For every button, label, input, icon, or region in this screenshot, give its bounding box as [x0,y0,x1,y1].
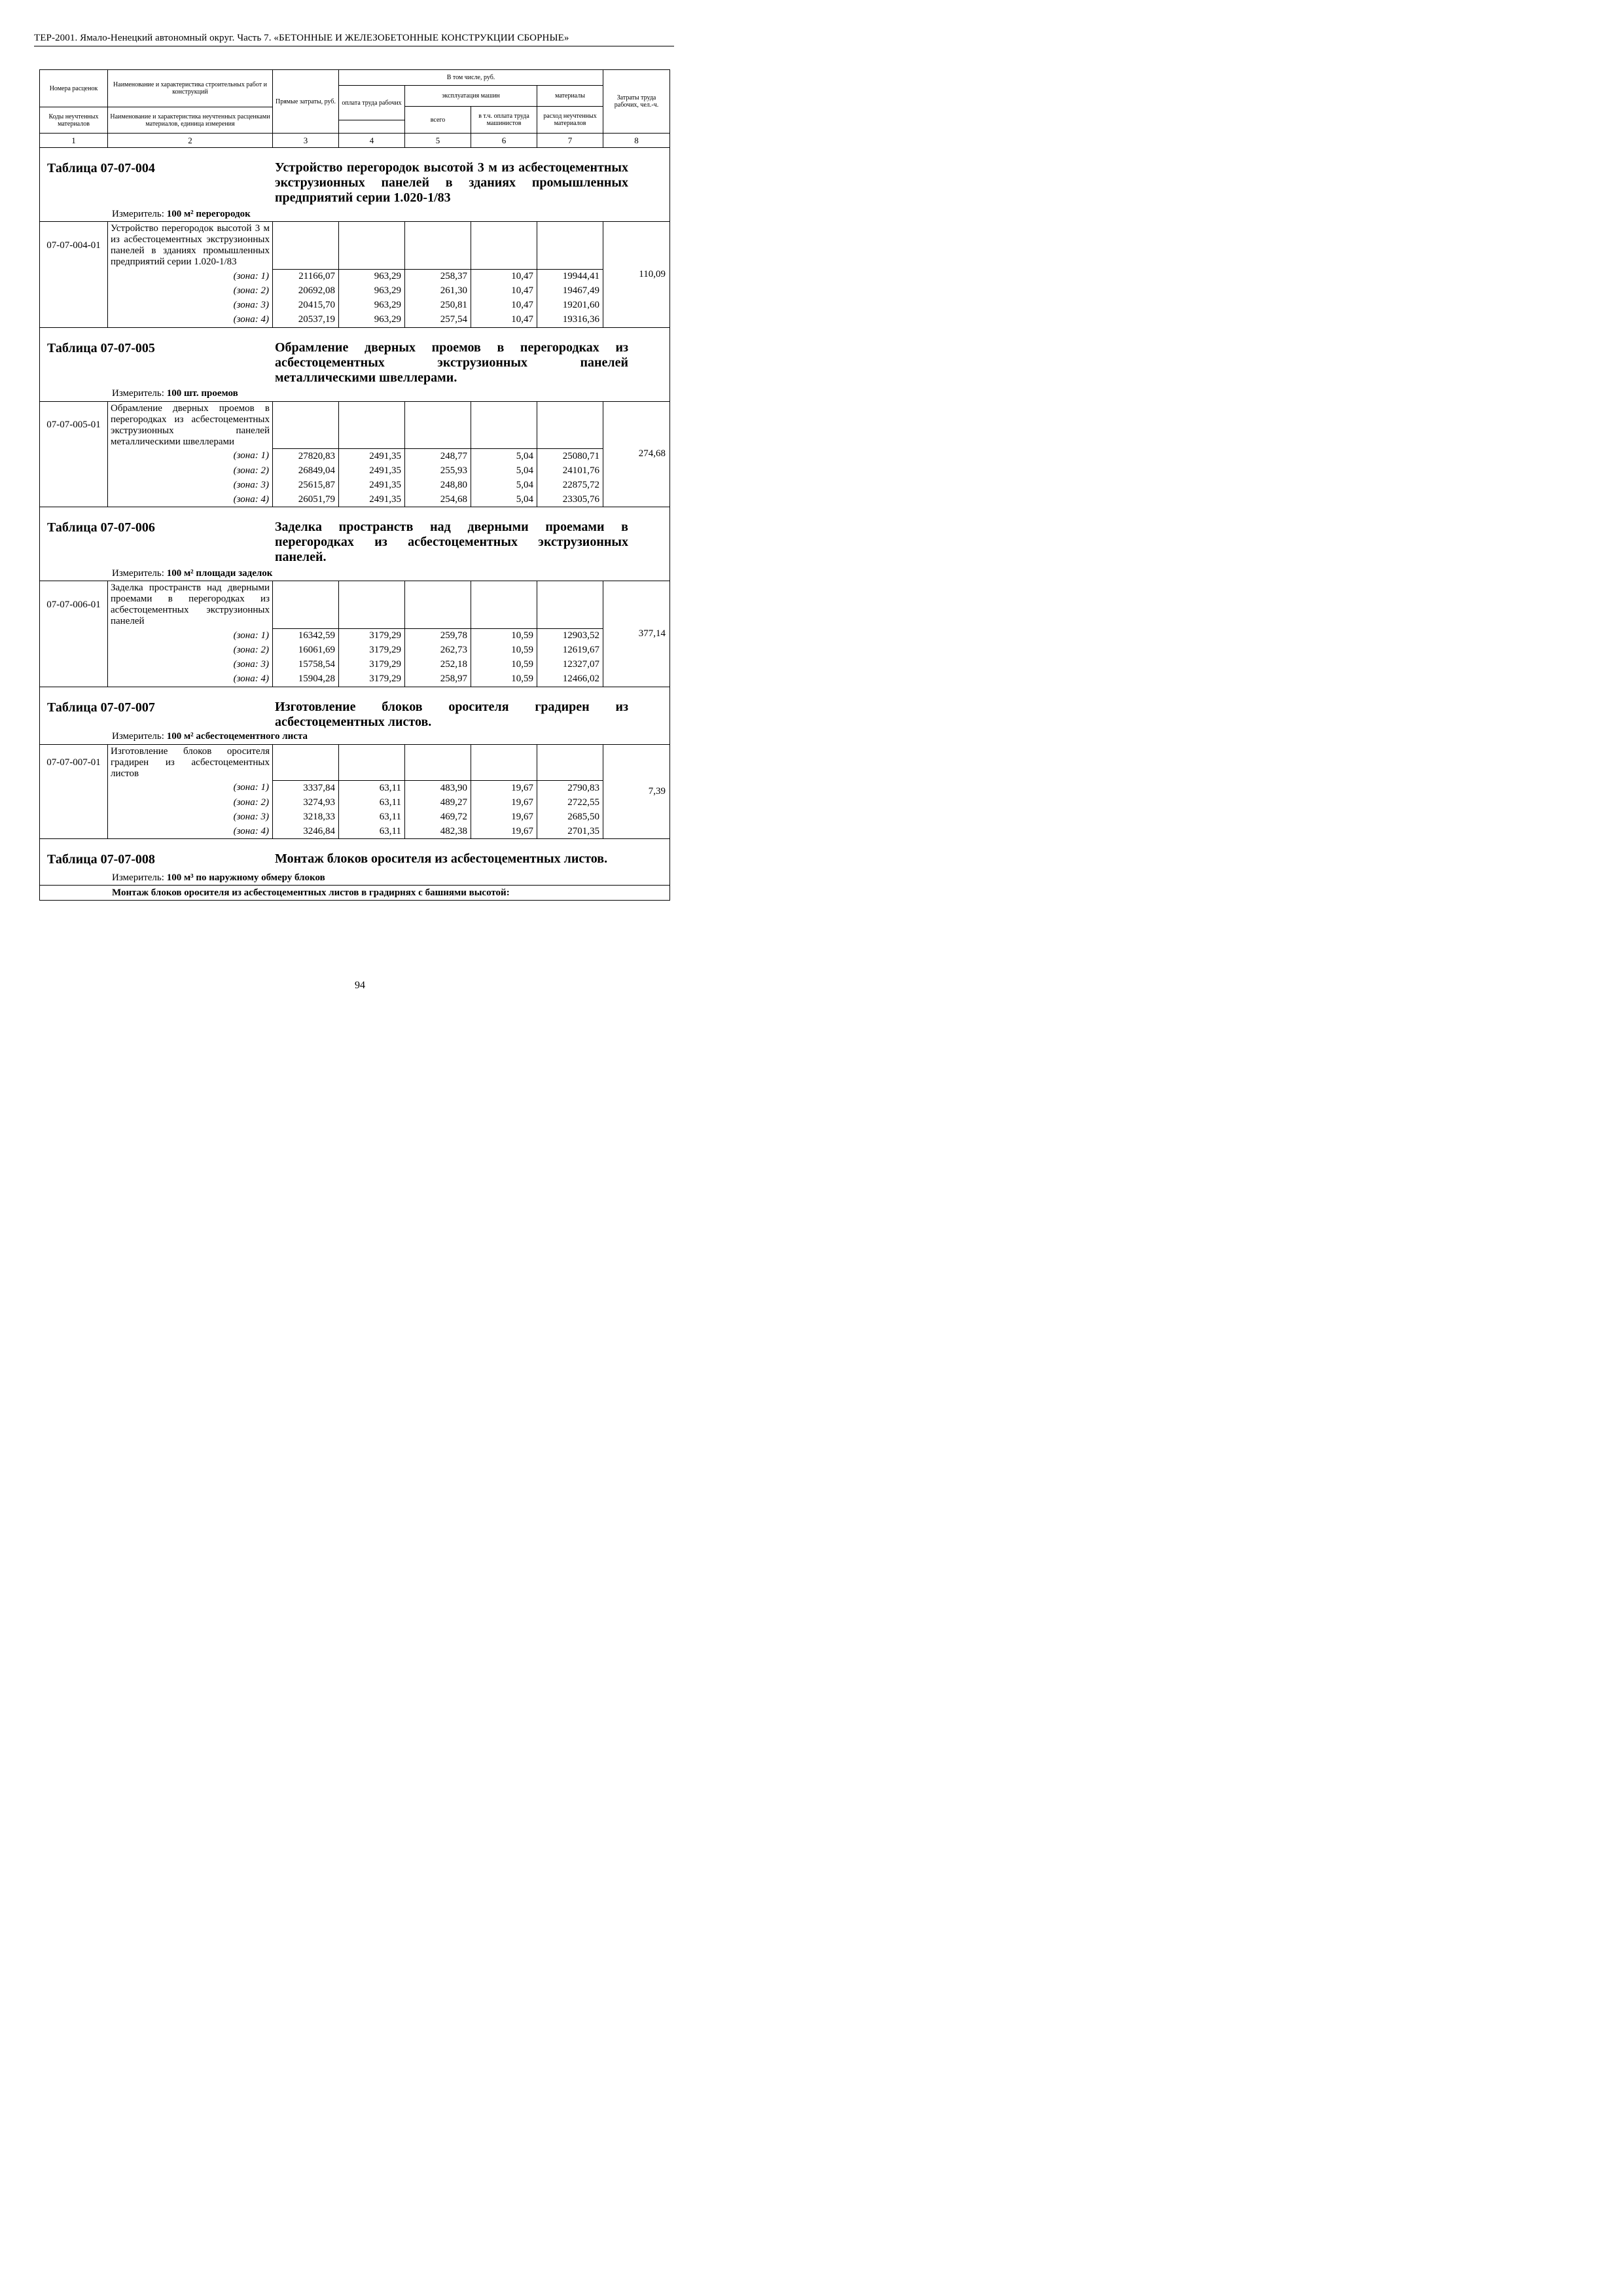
direct-costs-value: 20692,08 [273,284,339,298]
empty-cell [40,672,108,687]
zone-label: (зона: 4) [108,492,273,507]
zone-label: (зона: 2) [108,643,273,658]
machinist-wage-value: 5,04 [471,478,537,492]
direct-costs-value: 15758,54 [273,658,339,672]
materials-value: 2790,83 [537,781,603,796]
machines-total-value: 255,93 [405,463,471,478]
measurement-value: 100 шт. проемов [166,388,238,399]
empty-cell [471,744,537,781]
rate-code: 07-07-005-01 [40,401,108,449]
workers-wage-value: 2491,35 [339,449,405,464]
labor-cost: 377,14 [603,581,670,687]
work-description: Заделка пространств над дверными проемами в перегородках из асбестоцементных экструзионных панелей [108,581,273,629]
zone-row [40,824,670,839]
machines-total-value: 261,30 [405,284,471,298]
zone-label: (зона: 2) [108,795,273,810]
table-number: Таблица 07-07-008 [47,852,155,867]
table-number: Таблица 07-07-004 [47,161,155,175]
workers-wage-value: 3179,29 [339,628,405,643]
machines-total-value: 483,90 [405,781,471,796]
machines-total-value: 252,18 [405,658,471,672]
empty-cell [537,222,603,270]
zone-label: (зона: 1) [108,628,273,643]
materials-value: 19944,41 [537,269,603,284]
col2-bottom-header: Наименование и характеристика неучтенных расценками материалов, единица измерения [108,107,273,134]
machines-total-value: 258,37 [405,269,471,284]
machinist-wage-value: 19,67 [471,824,537,839]
page-number: 94 [355,980,365,991]
table-section-heading [40,507,670,567]
empty-cell [40,824,108,839]
direct-costs-header: Прямые затраты, руб. [273,70,339,134]
direct-costs-value: 3274,93 [273,795,339,810]
col2-top-header: Наименование и характеристика строительных работ и конструкций [108,70,273,107]
workers-wage-value: 2491,35 [339,492,405,507]
zone-row [40,643,670,658]
workers-wage-value: 3179,29 [339,643,405,658]
column-number: 6 [471,134,537,148]
machinist-wage-value: 10,47 [471,284,537,298]
empty-cell [40,313,108,328]
including-header: В том числе, руб. [339,70,603,86]
zone-label: (зона: 2) [108,463,273,478]
measurement-unit [40,387,670,402]
machinist-wage-value: 19,67 [471,781,537,796]
table-row [40,744,670,781]
empty-cell [537,581,603,629]
empty-cell [40,298,108,313]
direct-costs-value: 16061,69 [273,643,339,658]
empty-cell [405,401,471,449]
materials-value: 25080,71 [537,449,603,464]
empty-cell [40,478,108,492]
materials-value: 2685,50 [537,810,603,824]
rate-code: 07-07-006-01 [40,581,108,629]
machinist-wage-value: 10,59 [471,643,537,658]
zone-label: (зона: 3) [108,810,273,824]
machinist-wage-value: 10,59 [471,628,537,643]
zone-label: (зона: 4) [108,313,273,328]
empty-cell [471,581,537,629]
machinist-wage-value: 5,04 [471,492,537,507]
workers-wage-value: 963,29 [339,298,405,313]
machines-total-value: 257,54 [405,313,471,328]
direct-costs-value: 16342,59 [273,628,339,643]
empty-cell [339,744,405,781]
empty-cell [339,401,405,449]
materials-value: 22875,72 [537,478,603,492]
empty-cell [40,449,108,464]
materials-value: 12903,52 [537,628,603,643]
materials-value: 12619,67 [537,643,603,658]
workers-wage-value: 2491,35 [339,478,405,492]
workers-wage-header: оплата труда рабочих [339,86,405,120]
empty-cell [40,795,108,810]
machinist-wage-header: в т.ч. оплата труда машинистов [471,107,537,134]
zone-row [40,810,670,824]
labor-cost: 110,09 [603,222,670,328]
machinist-wage-value: 10,59 [471,658,537,672]
measurement-label: Измеритель: [112,567,167,579]
machines-total-value: 248,80 [405,478,471,492]
direct-costs-value: 27820,83 [273,449,339,464]
column-number: 4 [339,134,405,148]
table-row [40,401,670,449]
empty-cell [40,643,108,658]
direct-costs-value: 3246,84 [273,824,339,839]
direct-costs-value: 20537,19 [273,313,339,328]
measurement-label: Измеритель: [112,388,167,399]
measurement-unit [40,870,670,886]
table-number: Таблица 07-07-006 [47,520,155,535]
table-title: Монтаж блоков оросителя из асбестоцементных листов. [275,852,608,866]
empty-cell [273,581,339,629]
empty-cell [537,401,603,449]
workers-wage-value: 3179,29 [339,658,405,672]
zone-row [40,284,670,298]
empty-cell [40,463,108,478]
machinist-wage-value: 19,67 [471,810,537,824]
machines-total-value: 469,72 [405,810,471,824]
zone-row [40,298,670,313]
zone-row [40,313,670,328]
materials-value: 12466,02 [537,672,603,687]
empty-cell [40,628,108,643]
labor-costs-header: Затраты труда рабочих, чел.-ч. [603,70,670,134]
materials-value: 19201,60 [537,298,603,313]
measurement-value: 100 м³ по наружному обмеру блоков [166,872,325,883]
zone-label: (зона: 2) [108,284,273,298]
machines-total-value: 248,77 [405,449,471,464]
machines-total-value: 489,27 [405,795,471,810]
table-section-heading [40,327,670,387]
materials-value: 24101,76 [537,463,603,478]
table-number: Таблица 07-07-007 [47,700,155,715]
zone-label: (зона: 1) [108,781,273,796]
workers-wage-value: 963,29 [339,284,405,298]
direct-costs-value: 26051,79 [273,492,339,507]
zone-row [40,492,670,507]
materials-value: 12327,07 [537,658,603,672]
measurement-unit [40,566,670,581]
materials-value: 2701,35 [537,824,603,839]
zone-label: (зона: 1) [108,269,273,284]
machinist-wage-value: 5,04 [471,463,537,478]
materials-value: 19467,49 [537,284,603,298]
col1-top-header: Номера расценок [40,70,108,107]
zone-row [40,269,670,284]
table-section-heading [40,148,670,207]
table-number: Таблица 07-07-005 [47,340,155,355]
labor-cost: 274,68 [603,401,670,507]
direct-costs-value: 3337,84 [273,781,339,796]
workers-wage-value: 63,11 [339,824,405,839]
table-section-heading [40,839,670,871]
machinist-wage-value: 10,59 [471,672,537,687]
column-number: 8 [603,134,670,148]
empty-cell [339,581,405,629]
direct-costs-value: 21166,07 [273,269,339,284]
rate-code: 07-07-004-01 [40,222,108,270]
column-number: 1 [40,134,108,148]
measurement-label: Измеритель: [112,731,167,742]
work-description: Изготовление блоков оросителя градирен из асбестоцементных листов [108,744,273,781]
zone-row [40,781,670,796]
table-title: Устройство перегородок высотой 3 м из асбестоцементных экструзионных панелей в зданиях промышленных предприятий серии 1.020-1/83 [275,160,628,205]
unaccounted-materials-header: расход неучтенных материалов [537,107,603,134]
measurement-label: Измеритель: [112,208,167,219]
labor-cost: 7,39 [603,744,670,839]
col1-bottom-header: Коды неучтенных материалов [40,107,108,134]
empty-cell [273,744,339,781]
table-title: Изготовление блоков оросителя градирен из асбестоцементных листов. [275,699,628,729]
machinist-wage-value: 10,47 [471,269,537,284]
empty-cell [40,492,108,507]
machines-total-value: 259,78 [405,628,471,643]
zone-label: (зона: 1) [108,449,273,464]
empty-cell [40,810,108,824]
direct-costs-value: 15904,28 [273,672,339,687]
zone-label: (зона: 4) [108,672,273,687]
machinist-wage-value: 10,47 [471,298,537,313]
empty-cell [405,581,471,629]
workers-wage-value: 963,29 [339,269,405,284]
empty-cell [471,401,537,449]
machines-header: эксплуатация машин [405,86,537,107]
column-number: 7 [537,134,603,148]
empty-cell [405,744,471,781]
work-description: Устройство перегородок высотой 3 м из асбестоцементных экструзионных панелей в зданиях промышленных предприятий серии 1.020-1/83 [108,222,273,270]
measurement-value: 100 м² площади заделок [166,567,273,579]
empty-cell [40,284,108,298]
zone-label: (зона: 4) [108,824,273,839]
zone-label: (зона: 3) [108,658,273,672]
zone-row [40,795,670,810]
empty-cell [471,222,537,270]
zone-label: (зона: 3) [108,478,273,492]
machines-total-header: всего [405,107,471,134]
measurement-label: Измеритель: [112,872,167,883]
materials-header: материалы [537,86,603,107]
machinist-wage-value: 19,67 [471,795,537,810]
work-description: Обрамление дверных проемов в перегородках из асбестоцементных экструзионных панелей металлическими швеллерами [108,401,273,449]
zone-row [40,658,670,672]
empty-cell [339,222,405,270]
direct-costs-value: 25615,87 [273,478,339,492]
machines-total-value: 254,68 [405,492,471,507]
measurement-unit [40,207,670,222]
empty-cell [40,269,108,284]
column-number: 3 [273,134,339,148]
machines-total-value: 262,73 [405,643,471,658]
table-subheading: Монтаж блоков оросителя из асбестоцементных листов в градирнях с башнями высотой: [40,886,670,901]
direct-costs-value: 26849,04 [273,463,339,478]
empty-cell [537,744,603,781]
machines-total-value: 258,97 [405,672,471,687]
table-title: Заделка пространств над дверными проемами в перегородках из асбестоцементных экструзионных панелей. [275,520,628,564]
workers-wage-value: 63,11 [339,795,405,810]
table-body [40,70,670,901]
measurement-unit [40,730,670,745]
workers-wage-value: 3179,29 [339,672,405,687]
workers-wage-value: 2491,35 [339,463,405,478]
column-number: 5 [405,134,471,148]
machinist-wage-value: 10,47 [471,313,537,328]
empty-cell [405,222,471,270]
empty-cell [40,781,108,796]
empty-cell [273,401,339,449]
table-title: Обрамление дверных проемов в перегородках из асбестоцементных экструзионных панелей металлическими швеллерами. [275,340,628,385]
zone-row [40,628,670,643]
column-number: 2 [108,134,273,148]
empty-cell [40,658,108,672]
workers-wage-value: 63,11 [339,810,405,824]
empty-cell [273,222,339,270]
zone-label: (зона: 3) [108,298,273,313]
workers-wage-value: 963,29 [339,313,405,328]
measurement-value: 100 м² перегородок [166,208,251,219]
rate-code: 07-07-007-01 [40,744,108,781]
machinist-wage-value: 5,04 [471,449,537,464]
materials-value: 19316,36 [537,313,603,328]
zone-row [40,463,670,478]
direct-costs-value: 3218,33 [273,810,339,824]
measurement-value: 100 м² асбестоцементного листа [166,731,308,742]
running-header: ТЕР-2001. Ямало-Ненецкий автономный округ. Часть 7. «БЕТОННЫЕ И ЖЕЛЕЗОБЕТОННЫЕ КОНСТРУКЦИИ СБОРНЫЕ» [34,33,569,43]
machines-total-value: 482,38 [405,824,471,839]
materials-value: 2722,55 [537,795,603,810]
zone-row [40,672,670,687]
table-row [40,581,670,629]
workers-wage-value: 63,11 [339,781,405,796]
direct-costs-value: 20415,70 [273,298,339,313]
zone-row [40,449,670,464]
zone-row [40,478,670,492]
machines-total-value: 250,81 [405,298,471,313]
price-table [39,69,670,901]
table-section-heading [40,687,670,730]
table-row [40,222,670,270]
materials-value: 23305,76 [537,492,603,507]
